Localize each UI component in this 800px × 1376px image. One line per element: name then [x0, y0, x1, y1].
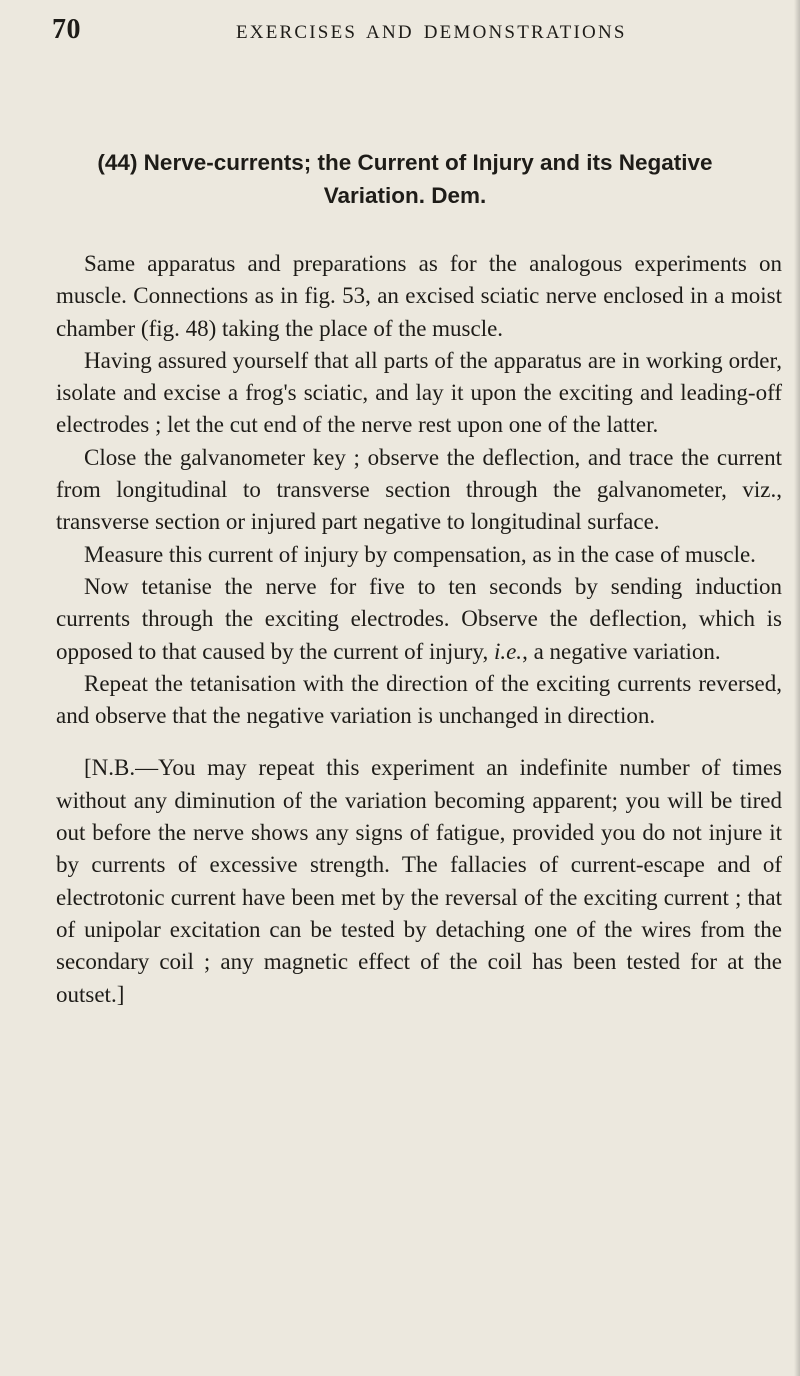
paragraph-galvanometer: Close the galvanometer key ; observe the deflection, and trace the current from longitudinal to transverse section through the galvanometer, viz., transverse section or injured part negative to longitudinal surface. [56, 444, 782, 535]
paragraph-tetanise [56, 571, 782, 668]
note-paragraph: [N.B.—You may repeat this experiment an indefinite number of times without any diminution of the variation becoming apparent; you will be tired out before the nerve shows any signs of fatigue, provided you do not injure it by currents of excessive strength. The fallacies of current-escape and of electrotonic current have been met by the reversal of the exciting current ; that of unipolar excitation can be tested by detaching one of the wires from the secondary coil ; any magnetic effect of the coil has been tested for at the outset.] [56, 755, 782, 1007]
paragraph-apparatus: Same apparatus and preparations as for the analogous experiments on muscle. Connections as in fig. 53, an excised sciatic nerve enclosed in a moist chamber (fig. 48) taking the place of the muscle. [56, 251, 782, 341]
paragraph-repeat: Repeat the tetanisation with the direction of the exciting currents reversed, and observe that the negative variation is unchanged in direction. [56, 670, 782, 729]
page-number: 70 [52, 14, 81, 45]
tetanise-text-before: Now tetanise the nerve for five to ten seconds by sending induction currents through the exciting electrodes. Observe the deflection, which is opposed to that caused by the current of injury, [56, 573, 782, 664]
section-heading: (44) Nerve-currents; the Current of Injury and its Negative Variation. Dem. [97, 150, 713, 208]
body-text [56, 248, 782, 1011]
running-head [52, 14, 760, 54]
tetanise-text-after: , a negative variation. [522, 638, 721, 664]
page-edge-shadow [794, 0, 800, 1376]
running-title: EXERCISES AND DEMONSTRATIONS [236, 22, 627, 43]
tetanise-text-italic: i.e. [493, 638, 523, 664]
paragraph-excise-nerve: Having assured yourself that all parts of the apparatus are in working order, isolate and excise a frog's sciatic, and lay it upon the exciting and leading-off electrodes ; let the cut end of the nerve rest upon one of the latter. [56, 347, 782, 438]
paragraph-compensation: Measure this current of injury by compensation, as in the case of muscle. [84, 541, 756, 567]
